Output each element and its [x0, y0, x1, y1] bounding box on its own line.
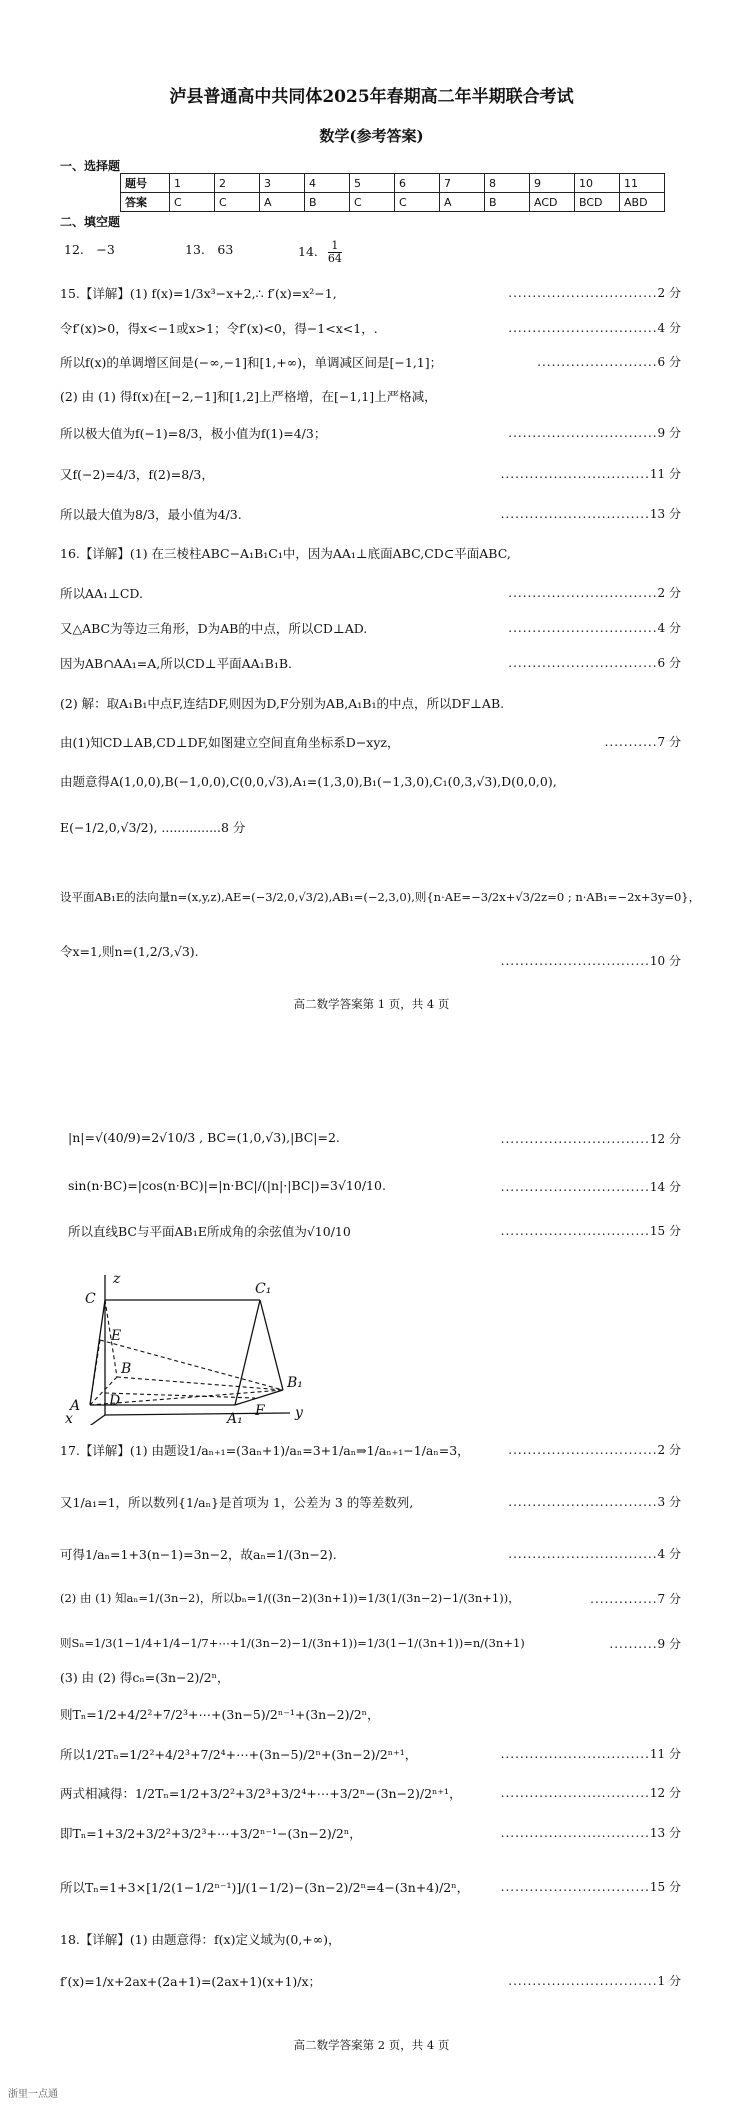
figure-label-A1: A₁	[227, 1411, 243, 1425]
q16-line-9: 设平面AB₁E的法向量n=(x,y,z),AE=(−3/2,0,√3/2),AB₁=(−2,3,0),则{n·AE=−3/2x+√3/2z=0 ; n·AB₁=−2x+3y=0}，	[60, 890, 701, 904]
prism-figure	[55, 1265, 315, 1425]
figure-label-y: y	[295, 1405, 303, 1421]
table-cell: 11	[620, 174, 665, 193]
q17-line-11: 所以Tₙ=1+3×[1/2(1−1/2ⁿ⁻¹)]/(1−1/2)−(3n−2)/2ⁿ=4−(3n+4)/2ⁿ，	[60, 1880, 470, 1895]
q17-line-5: 则Sₙ=1/3(1−1/4+1/4−1/7+⋯+1/(3n−2)−1/(3n+1))=1/3(1−1/(3n+1))=n/(3n+1)	[60, 1636, 525, 1650]
score-mark: ...............................15 分	[500, 1880, 681, 1894]
table-cell: C	[215, 193, 260, 212]
figure-label-A: A	[70, 1398, 81, 1414]
answer-subtitle: 数学(参考答案)	[319, 127, 424, 145]
answer-table-answer-row	[121, 193, 665, 212]
q17-line-10: 即Tₙ=1+3/2+3/2²+3/2³+⋯+3/2ⁿ⁻¹−(3n−2)/2ⁿ，	[60, 1826, 362, 1841]
page-footer-2: 高二数学答案第 2 页，共 4 页	[293, 2038, 450, 2052]
figure-label-D: D	[109, 1393, 121, 1409]
fraction	[328, 240, 342, 265]
table-cell: ACD	[530, 193, 575, 212]
score-mark: ...............................9 分	[508, 426, 681, 440]
figure-label-E: E	[111, 1328, 122, 1344]
score-mark: ...........7 分	[604, 735, 681, 749]
fill-answer-14-label: 14.	[298, 244, 318, 259]
table-cell: C	[350, 193, 395, 212]
score-mark: ...............................2 分	[508, 286, 681, 300]
q15-line-7: 所以最大值为8/3，最小值为4/3.	[60, 507, 242, 522]
table-cell: A	[260, 193, 305, 212]
table-cell: BCD	[575, 193, 620, 212]
section-choice-heading: 一、选择题	[60, 159, 121, 173]
p2-line-2: sin(n·BC)=|cos(n·BC)|=|n·BC|/(|n|·|BC|)=3√10/10.	[68, 1178, 386, 1193]
q17-line-2: 又1/a₁=1，所以数列{1/aₙ}是首项为 1，公差为 3 的等差数列,	[60, 1495, 414, 1510]
watermark: 浙里一点通	[8, 2089, 58, 2100]
table-cell: 5	[350, 174, 395, 193]
score-mark: ..........9 分	[609, 1637, 681, 1651]
edge-C1B1	[260, 1300, 283, 1390]
q16-line-8: E(−1/2,0,√3/2), ...............8 分	[60, 820, 246, 835]
q16-line-4: 因为AB∩AA₁=A,所以CD⊥平面AA₁B₁B.	[60, 656, 292, 671]
figure-label-F: F	[255, 1403, 265, 1419]
fill-answer-14	[298, 240, 342, 265]
q16-line-2: 所以AA₁⊥CD.	[60, 586, 143, 601]
score-mark: ...............................12 分	[500, 1786, 681, 1800]
score-mark: ...............................2 分	[508, 586, 681, 600]
q16-line-6: 由(1)知CD⊥AB,CD⊥DF,如图建立空间直角坐标系D−xyz，	[60, 735, 400, 750]
edge-C1A1	[235, 1300, 260, 1405]
table-cell: 8	[485, 174, 530, 193]
q17-line-8: 所以1/2Tₙ=1/2²+4/2³+7/2⁴+⋯+(3n−5)/2ⁿ+(3n−2)/2ⁿ⁺¹，	[60, 1747, 418, 1762]
answer-table	[120, 173, 665, 212]
exam-title: 泸县普通高中共同体2025年春期高二年半期联合考试	[169, 87, 574, 107]
q17-line-9: 两式相减得：1/2Tₙ=1/2+3/2²+3/2³+3/2⁴+⋯+3/2ⁿ−(3n−2)/2ⁿ⁺¹，	[60, 1786, 462, 1801]
section-fill-heading: 二、填空题	[60, 215, 121, 229]
q17-line-7: 则Tₙ=1/2+4/2²+7/2³+⋯+(3n−5)/2ⁿ⁻¹+(3n−2)/2ⁿ，	[60, 1707, 380, 1722]
score-mark: ...............................11 分	[500, 467, 681, 481]
x-axis	[77, 1415, 105, 1425]
score-mark: ...............................12 分	[500, 1132, 681, 1146]
q18-line-1: 18.【详解】(1) 由题意得：f(x)定义域为(0,+∞)，	[60, 1932, 341, 1947]
fraction-denominator: 64	[327, 252, 342, 265]
q15-line-5: 所以极大值为f(−1)=8/3，极小值为f(1)=4/3；	[60, 426, 327, 441]
q15-line-2: 令f′(x)>0，得x<−1或x>1；令f′(x)<0，得−1<x<1，.	[60, 321, 378, 336]
score-mark: ...............................3 分	[508, 1495, 681, 1509]
figure-label-C: C	[85, 1291, 96, 1307]
figure-label-B1: B₁	[287, 1375, 303, 1391]
score-mark: ...............................2 分	[508, 1443, 681, 1457]
q17-line-6: (3) 由 (2) 得cₙ=(3n−2)/2ⁿ，	[60, 1670, 230, 1685]
table-cell: B	[305, 193, 350, 212]
table-cell: A	[440, 193, 485, 212]
score-mark: ...............................13 分	[500, 1826, 681, 1840]
figure-label-z: z	[113, 1271, 121, 1287]
score-mark: ...............................4 分	[508, 321, 681, 335]
score-mark: ...............................10 分	[500, 954, 681, 968]
q17-line-1: 17.【详解】(1) 由题设1/aₙ₊₁=(3aₙ+1)/aₙ=3+1/aₙ⇒1/aₙ₊₁−1/aₙ=3，	[60, 1443, 470, 1458]
q15-line-6: 又f(−2)=4/3，f(2)=8/3，	[60, 467, 214, 482]
table-label-number: 题号	[121, 174, 170, 193]
table-cell: C	[395, 193, 440, 212]
score-mark: ..............7 分	[590, 1592, 681, 1606]
figure-label-x: x	[65, 1411, 73, 1425]
fill-answer-13: 13. 63	[185, 242, 234, 257]
score-mark: ...............................15 分	[500, 1224, 681, 1238]
p2-line-1: |n|=√(40/9)=2√10/3 , BC=(1,0,√3),|BC|=2.	[68, 1130, 340, 1145]
score-mark: ...............................13 分	[500, 507, 681, 521]
q17-line-4: (2) 由 (1) 知aₙ=1/(3n−2)，所以bₙ=1/((3n−2)(3n+1))=1/3(1/(3n−2)−1/(3n+1))，	[60, 1591, 520, 1605]
q16-line-3: 又△ABC为等边三角形，D为AB的中点，所以CD⊥AD.	[60, 621, 368, 636]
table-cell: 4	[305, 174, 350, 193]
figure-label-C1: C₁	[255, 1281, 272, 1297]
q15-line-3: 所以f(x)的单调增区间是(−∞,−1]和[1,+∞)，单调减区间是[−1,1]；	[60, 355, 443, 370]
table-cell: 1	[170, 174, 215, 193]
table-cell: C	[170, 193, 215, 212]
score-mark: ...............................4 分	[508, 621, 681, 635]
table-cell: ABD	[620, 193, 665, 212]
fill-answer-12: 12. −3	[64, 242, 115, 257]
answer-table-number-row	[121, 174, 665, 193]
table-cell: 7	[440, 174, 485, 193]
score-mark: ...............................6 分	[508, 656, 681, 670]
q18-line-2: f′(x)=1/x+2ax+(2a+1)=(2ax+1)(x+1)/x；	[60, 1974, 322, 1989]
figure-label-B: B	[121, 1361, 132, 1377]
p2-line-3: 所以直线BC与平面AB₁E所成角的余弦值为√10/10	[68, 1224, 351, 1239]
table-cell: 2	[215, 174, 260, 193]
page-footer-1: 高二数学答案第 1 页，共 4 页	[293, 997, 450, 1011]
score-mark: ...............................14 分	[500, 1180, 681, 1194]
q15-line-4: (2) 由 (1) 得f(x)在[−2,−1]和[1,2]上严格增，在[−1,1]上严格减，	[60, 389, 437, 404]
table-cell: 9	[530, 174, 575, 193]
q15-line-1: 15.【详解】(1) f(x)=1/3x³−x+2,∴ f′(x)=x²−1,	[60, 286, 337, 301]
q17-line-3: 可得1/aₙ=1+3(n−1)=3n−2，故aₙ=1/(3n−2).	[60, 1547, 337, 1562]
q16-line-5: (2) 解：取A₁B₁中点F,连结DF,则因为D,F分别为AB,A₁B₁的中点，所以DF⊥AB.	[60, 696, 505, 711]
table-cell: 6	[395, 174, 440, 193]
q16-line-10: 令x=1,则n=(1,2/3,√3).	[60, 944, 199, 959]
q16-line-1: 16.【详解】(1) 在三棱柱ABC−A₁B₁C₁中，因为AA₁⊥底面ABC,CD⊂平面ABC,	[60, 546, 511, 561]
table-cell: 10	[575, 174, 620, 193]
fraction-numerator: 1	[328, 240, 342, 253]
table-cell: B	[485, 193, 530, 212]
table-label-answer: 答案	[121, 193, 170, 212]
score-mark: ...............................4 分	[508, 1547, 681, 1561]
score-mark: .........................6 分	[537, 355, 681, 369]
table-cell: 3	[260, 174, 305, 193]
score-mark: ...............................11 分	[500, 1747, 681, 1761]
score-mark: ...............................1 分	[508, 1974, 681, 1988]
q16-line-7: 由题意得A(1,0,0),B(−1,0,0),C(0,0,√3),A₁=(1,3,0),B₁(−1,3,0),C₁(0,3,√3),D(0,0,0),	[60, 774, 557, 789]
